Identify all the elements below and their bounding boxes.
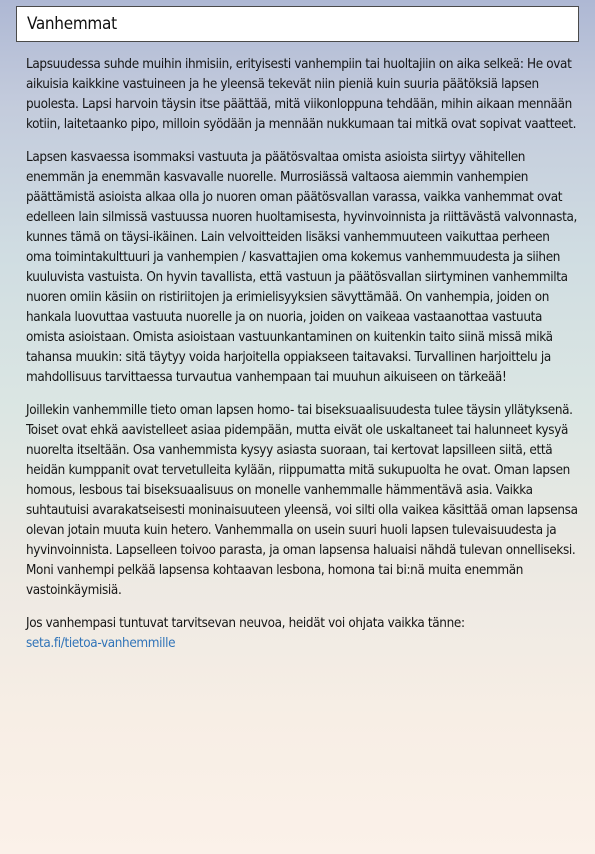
paragraph-responsibility: Lapsen kasvaessa isommaksi vastuuta ja päätösvaltaa omista asioista siirtyy vähitellen enemmän ja enemmän kasvavalle nuorelle. Murrosiässä valtaosa aiemmin vanhempien päättämistä asioista alkaa olla jo nuoren oman päätösvallan varassa, vaikka vanhemmat ovat edelleen lain silmissä vastuussa nuoren huoltamisesta, hyvinvoinnista ja riittävästä valvonnasta, kunnes tämä on täysi-ikäinen. Lain velvoitteiden lisäksi vanhemmuuteen vaikuttaa perheen oma toimintakulttuuri ja vanhempien / kasvattajien oma kokemus vanhemmuudesta ja siihen kuuluvista vastuista. On hyvin tavallista, että vastuun ja päätösvallan siirtyminen vanhemmilta nuoren omiin käsiin on ristiriitojen ja erimielisyyksien sävyttämää. On vanhempia, joiden on hankala luovuttaa vastuuta nuorelle ja on nuoria, joiden on vaikeaa vastaanottaa vastuuta omista asioistaan. Omista asioistaan vastuunkantaminen on kuitenkin taito siinä missä mikä tahansa muukin: sitä täytyy voida harjoitella oppiakseen taitavaksi. Turvallinen harjoittelu ja mahdollisuus tarvittaessa turvautua vanhempaan tai muuhun aikuiseen on tärkeää! bbox=[26, 150, 577, 385]
paragraph-guidance: Jos vanhempasi tuntuvat tarvitsevan neuvoa, heidät voi ohjata vaikka tänne: bbox=[26, 616, 465, 631]
paragraph-parents-reaction: Joillekin vanhemmille tieto oman lapsen homo- tai biseksuaalisuudesta tulee täysin yllätyksenä. Toiset ovat ehkä aavistelleet asiaa pidempään, mutta eivät ole uskaltaneet tai halunneet kysyä nuorelta itseltään. Osa vanhemmista kysyy asiasta suoraan, tai kertovat lapsilleen siitä, että heidän kumppanit ovat tervetulleita kylään, riippumatta mitä sukupuolta he ovat. Oman lapsen homous, lesbous tai biseksuaalisuus on monelle vanhemmalle hämmentävä asia. Vaikka suhtautuisi avarakatseisesti moninaisuuteen yleensä, voi silti olla vaikea käsittää oman lapsensa olevan jotain muuta kuin hetero. Vanhemmalla on usein suuri huoli lapsen tulevaisuudesta ja hyvinvoinnista. Lapselleen toivoo parasta, ja oman lapsensa haluaisi nähdä tulevan onnelliseksi. Moni vanhempi pelkää lapsensa kohtaavan lesbona, homona tai bi:nä muita enemmän vastoinkäymisiä. bbox=[26, 403, 578, 598]
parents-info-link[interactable]: seta.fi/tietoa-vanhemmille bbox=[26, 636, 176, 651]
article-body bbox=[26, 55, 578, 654]
paragraph-childhood: Lapsuudessa suhde muihin ihmisiin, erityisesti vanhempiin tai huoltajiin on aika selkeä: He ovat aikuisia kaikkine vastuineen ja he yleensä tekevät niin pieniä kuin suuria päätöksiä lapsen puolesta. Lapsi harvoin täysin itse päättää, mitä viikonloppuna tehdään, mihin aikaan mennään kotiin, laitetaanko pipo, milloin syödään ja mennään nukkumaan tai mitkä ovat sopivat vaatteet. bbox=[26, 57, 577, 132]
page-title: Vanhemmat bbox=[16, 6, 579, 42]
